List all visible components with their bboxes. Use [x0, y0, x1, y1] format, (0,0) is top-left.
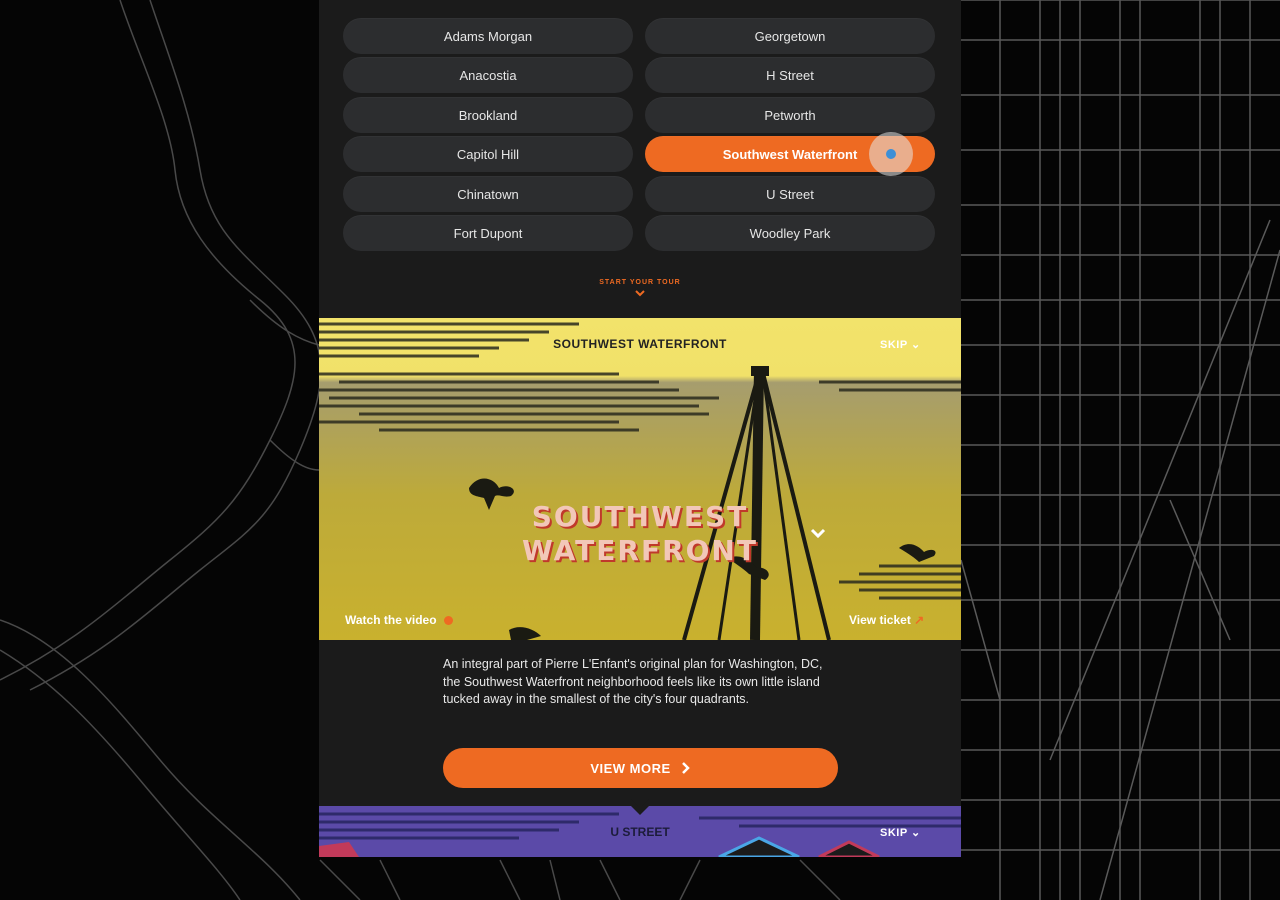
- chevron-down-icon: ⌄: [911, 827, 921, 839]
- neighborhood-georgetown[interactable]: Georgetown: [645, 18, 935, 54]
- u-street-section-title: U STREET: [610, 825, 670, 839]
- chevron-down-icon: ⌄: [911, 339, 921, 351]
- neighborhood-selected-label: Southwest Waterfront: [722, 146, 858, 162]
- neighborhood-southwest-waterfront[interactable]: [645, 136, 935, 172]
- view-ticket-label: View ticket: [849, 613, 911, 627]
- neighborhood-woodley-park[interactable]: Woodley Park: [645, 215, 935, 251]
- tour-panel: [319, 0, 961, 857]
- chevron-down-icon[interactable]: [809, 526, 827, 540]
- neighborhood-chinatown[interactable]: Chinatown: [343, 176, 633, 212]
- hero-big-title-line2: WATERFRONT: [522, 534, 758, 567]
- hero-big-title-line1: SOUTHWEST: [531, 500, 749, 533]
- neighborhood-anacostia[interactable]: Anacostia: [343, 57, 633, 93]
- neighborhood-petworth[interactable]: Petworth: [645, 97, 935, 133]
- hero-illustration: [319, 318, 961, 640]
- neighborhood-brookland[interactable]: Brookland: [343, 97, 633, 133]
- skip-button[interactable]: [880, 338, 921, 351]
- watch-video-link[interactable]: [345, 613, 453, 627]
- start-tour-label[interactable]: START YOUR TOUR: [599, 279, 681, 286]
- hero-big-title: [319, 500, 961, 568]
- play-icon: [444, 616, 453, 625]
- chevron-down-icon: [634, 289, 646, 299]
- hero-header-title: SOUTHWEST WATERFRONT: [553, 337, 727, 351]
- neighborhood-capitol-hill[interactable]: Capitol Hill: [343, 136, 633, 172]
- skip-label: SKIP: [880, 339, 908, 351]
- view-more-button[interactable]: [443, 748, 838, 788]
- skip-label: SKIP: [880, 827, 908, 839]
- neighborhood-u-street[interactable]: U Street: [645, 176, 935, 212]
- u-street-skip-button[interactable]: [880, 826, 921, 839]
- watch-video-label: Watch the video: [345, 613, 437, 627]
- chevron-right-icon: [681, 761, 691, 775]
- touch-cursor-indicator: [869, 132, 913, 176]
- section-notch-top: [631, 806, 649, 816]
- neighborhood-h-street[interactable]: H Street: [645, 57, 935, 93]
- view-more-label: VIEW MORE: [590, 760, 671, 776]
- neighborhood-fort-dupont[interactable]: Fort Dupont: [343, 215, 633, 251]
- ticket-icon: ↗: [914, 613, 925, 627]
- view-ticket-link[interactable]: [849, 613, 924, 627]
- neighborhood-description: An integral part of Pierre L'Enfant's original plan for Washington, DC, the Southwest Waterfront neighborhood feels like its own little island tucked away in the smallest of the city's four quadrants.: [443, 657, 823, 706]
- neighborhood-adams-morgan[interactable]: Adams Morgan: [343, 18, 633, 54]
